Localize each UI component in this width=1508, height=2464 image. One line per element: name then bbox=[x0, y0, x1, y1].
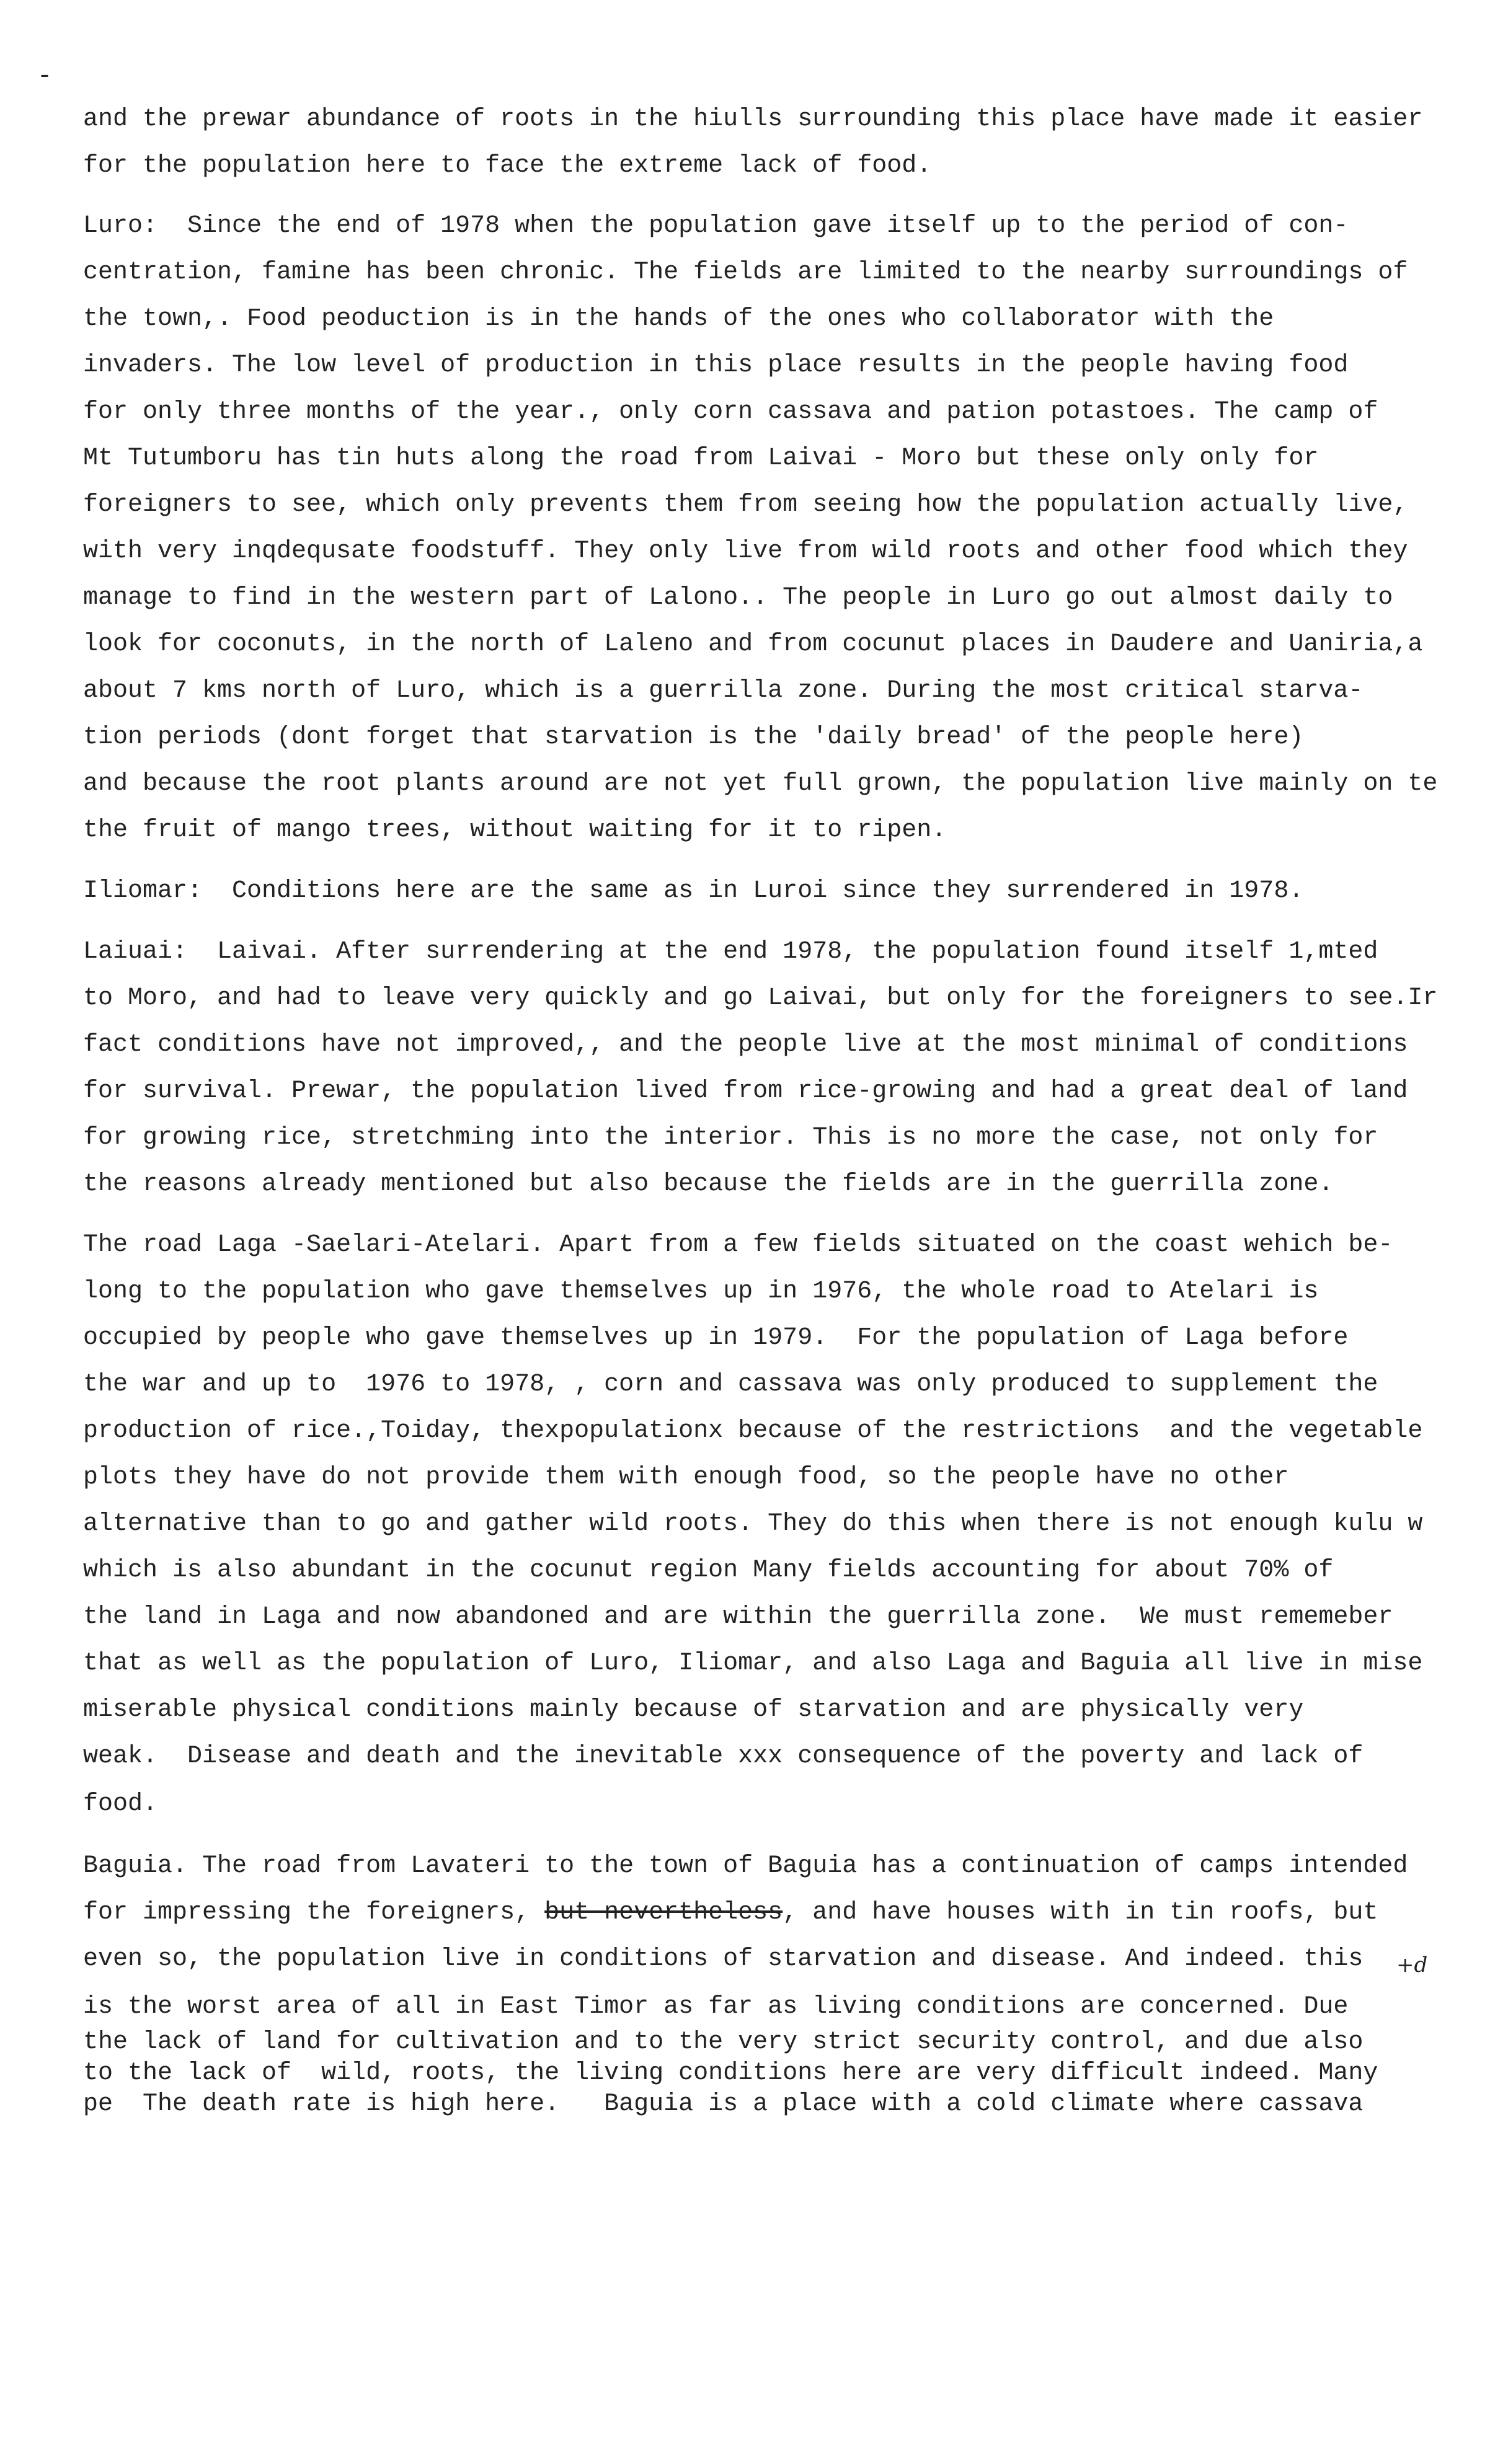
text-line: miserable physical conditions mainly because of starvation and are physically very bbox=[83, 1696, 1304, 1724]
text-line: food. bbox=[83, 1790, 158, 1818]
text-line: for growing rice, stretchming into the interior. This is no more the case, not only for bbox=[83, 1124, 1378, 1152]
text-line: and the prewar abundance of roots in the hiulls surrounding this place have made it easier bbox=[83, 105, 1423, 133]
text-segment: , and have houses with in tin roofs, but bbox=[783, 1899, 1378, 1927]
text-line: Laiuai: Laivai. After surrendering at the end 1978, the population found itself 1,mted bbox=[83, 938, 1378, 966]
text-line: look for coconuts, in the north of Laleno and from cocunut places in Daudere and Uaniria,a bbox=[83, 630, 1423, 658]
text-line: with very inqdequsate foodstuff. They only live from wild roots and other food which they bbox=[83, 537, 1408, 565]
text-line: Luro: Since the end of 1978 when the population gave itself up to the period of con- bbox=[83, 212, 1349, 240]
text-line: is the worst area of all in East Timor as far as living conditions are concerned. Due bbox=[83, 1993, 1349, 2021]
text-line: pe The death rate is high here. Baguia is a place with a cold climate where cassava bbox=[83, 2090, 1364, 2118]
text-line: The road Laga -Saelari-Atelari. Apart from a few fields situated on the coast wehich be- bbox=[83, 1231, 1393, 1259]
text-line: for the population here to face the extreme lack of food. bbox=[83, 152, 932, 180]
text-line: the war and up to 1976 to 1978, , corn and cassava was only produced to supplement the bbox=[83, 1371, 1378, 1398]
text-line: production of rice.,Toiday, thexpopulationx because of the restrictions and the vegetable bbox=[83, 1417, 1423, 1445]
text-line: the fruit of mango trees, without waiting for it to ripen. bbox=[83, 816, 947, 844]
text-line: the lack of land for cultivation and to the very strict security control, and due also bbox=[83, 2028, 1364, 2056]
text-line bbox=[83, 1889, 1378, 1936]
text-line: the reasons already mentioned but also because the fields are in the guerrilla zone. bbox=[83, 1170, 1334, 1198]
text-line: occupied by people who gave themselves up in 1979. For the population of Laga before bbox=[83, 1324, 1349, 1352]
text-line: to the lack of wild, roots, the living conditions here are very difficult indeed. Many bbox=[83, 2059, 1378, 2087]
text-line: tion periods (dont forget that starvation is the 'daily bread' of the people here) bbox=[83, 723, 1304, 751]
stray-mark: - bbox=[37, 63, 53, 91]
text-line: fact conditions have not improved,, and the people live at the most minimal of conditions bbox=[83, 1031, 1408, 1059]
text-line: invaders. The low level of production in this place results in the people having food bbox=[83, 351, 1349, 379]
text-line: centration, famine has been chronic. The fields are limited to the nearby surroundings of bbox=[83, 258, 1408, 286]
text-line: Mt Tutumboru has tin huts along the road from Laivai - Moro but these only only for bbox=[83, 444, 1319, 472]
text-line: long to the population who gave themselves up in 1976, the whole road to Atelari is bbox=[83, 1278, 1319, 1305]
handwritten-margin-note: +d bbox=[1396, 1953, 1428, 1977]
text-line: Iliomar: Conditions here are the same as in Luroi since they surrendered in 1978. bbox=[83, 877, 1304, 905]
text-line: about 7 kms north of Luro, which is a guerrilla zone. During the most critical starva- bbox=[83, 677, 1364, 705]
text-line: plots they have do not provide them with enough food, so the people have no other bbox=[83, 1464, 1289, 1491]
text-line: for survival. Prewar, the population lived from rice-growing and had a great deal of land bbox=[83, 1077, 1408, 1105]
text-line: and because the root plants around are not yet full grown, the population live mainly on te bbox=[83, 770, 1438, 798]
text-line: the land in Laga and now abandoned and are within the guerrilla zone. We must rememeber bbox=[83, 1603, 1393, 1631]
text-line: which is also abundant in the cocunut region Many fields accounting for about 70% of bbox=[83, 1557, 1334, 1584]
text-line: manage to find in the western part of Lalono.. The people in Luro go out almost daily to bbox=[83, 584, 1393, 612]
text-line: even so, the population live in conditions of starvation and disease. And indeed. this bbox=[83, 1945, 1364, 1973]
text-segment: for impressing the foreigners, bbox=[83, 1899, 545, 1927]
text-line: that as well as the population of Luro, Iliomar, and also Laga and Baguia all live in mise bbox=[83, 1649, 1423, 1677]
struck-text: but nevertheless bbox=[544, 1899, 783, 1927]
text-line: weak. Disease and death and the inevitable xxx consequence of the poverty and lack of bbox=[83, 1742, 1364, 1770]
text-line: Baguia. The road from Lavateri to the town of Baguia has a continuation of camps intended bbox=[83, 1852, 1408, 1880]
text-line: foreigners to see, which only prevents them from seeing how the population actually live, bbox=[83, 491, 1408, 519]
text-line: for only three months of the year., only corn cassava and pation potastoes. The camp of bbox=[83, 398, 1378, 426]
text-line: the town,. Food peoduction is in the hands of the ones who collaborator with the bbox=[83, 305, 1274, 333]
text-line: to Moro, and had to leave very quickly and go Laivai, but only for the foreigners to see.Ir bbox=[83, 984, 1438, 1012]
text-line: alternative than to go and gather wild roots. They do this when there is not enough kulu w bbox=[83, 1510, 1423, 1538]
